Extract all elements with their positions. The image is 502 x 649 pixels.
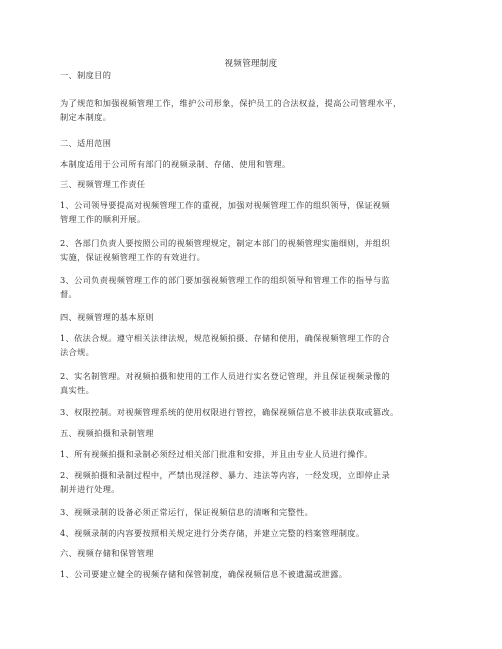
- section-heading-responsibility: 三、视频管理工作责任: [60, 179, 146, 189]
- document-title: 视频管理制度: [224, 59, 278, 69]
- section-heading-storage: 六、视频存储和保管管理: [60, 548, 154, 558]
- paragraph-responsibility-1: 1、公司领导要提高对视频管理工作的重视，加强对视频管理工作的组织领导，保证视频 管理工作的顺利开展。: [60, 200, 390, 224]
- section-heading-purpose: 一、制度目的: [60, 70, 112, 80]
- paragraph-recording-4: 4、视频录制的内容要按照相关规定进行分类存储，并建立完整的档案管理制度。: [60, 528, 365, 538]
- paragraph-scope: 本制度适用于公司所有部门的视频录制、存储、使用和管理。: [60, 159, 291, 169]
- section-heading-scope: 二、适用范围: [60, 138, 112, 148]
- paragraph-recording-1: 1、所有视频拍摄和录制必须经过相关部门批准和安排，并且由专业人员进行操作。: [60, 449, 373, 459]
- section-heading-principles: 四、视频管理的基本原则: [60, 312, 154, 322]
- paragraph-principles-3: 3、权限控制。对视频管理系统的使用权限进行管控，确保视频信息不被非法获取或篡改。: [60, 407, 399, 417]
- section-heading-recording: 五、视频拍摄和录制管理: [60, 428, 154, 438]
- paragraph-responsibility-3: 3、公司负责视频管理工作的部门要加强视频管理工作的组织领导和管理工作的指导与监 督。: [60, 275, 390, 299]
- paragraph-storage-1: 1、公司要建立健全的视频存储和保管制度，确保视频信息不被遗漏或泄露。: [60, 569, 348, 579]
- paragraph-recording-2: 2、视频拍摄和录制过程中，严禁出现淫秽、暴力、违法等内容，一经发现，立即停止录 制并进行处理。: [60, 470, 390, 494]
- paragraph-principles-1: 1、依法合规。遵守相关法律法规，规范视频拍摄、存储和使用，确保视频管理工作的合 法合规。: [60, 333, 390, 357]
- paragraph-recording-3: 3、视频录制的设备必须正常运行，保证视频信息的清晰和完整性。: [60, 507, 314, 517]
- paragraph-principles-2: 2、实名制管理。对视频拍摄和使用的工作人员进行实名登记管理，并且保证视频录像的 真实性。: [60, 371, 390, 395]
- paragraph-purpose: 为了规范和加强视频管理工作，维护公司形象，保护员工的合法权益，提高公司管理水平， 制定本制度。: [60, 98, 402, 122]
- paragraph-responsibility-2: 2、各部门负责人要按照公司的视频管理规定，制定本部门的视频管理实施细则，并组织 实施，保证视频管理工作的有效进行。: [60, 238, 390, 262]
